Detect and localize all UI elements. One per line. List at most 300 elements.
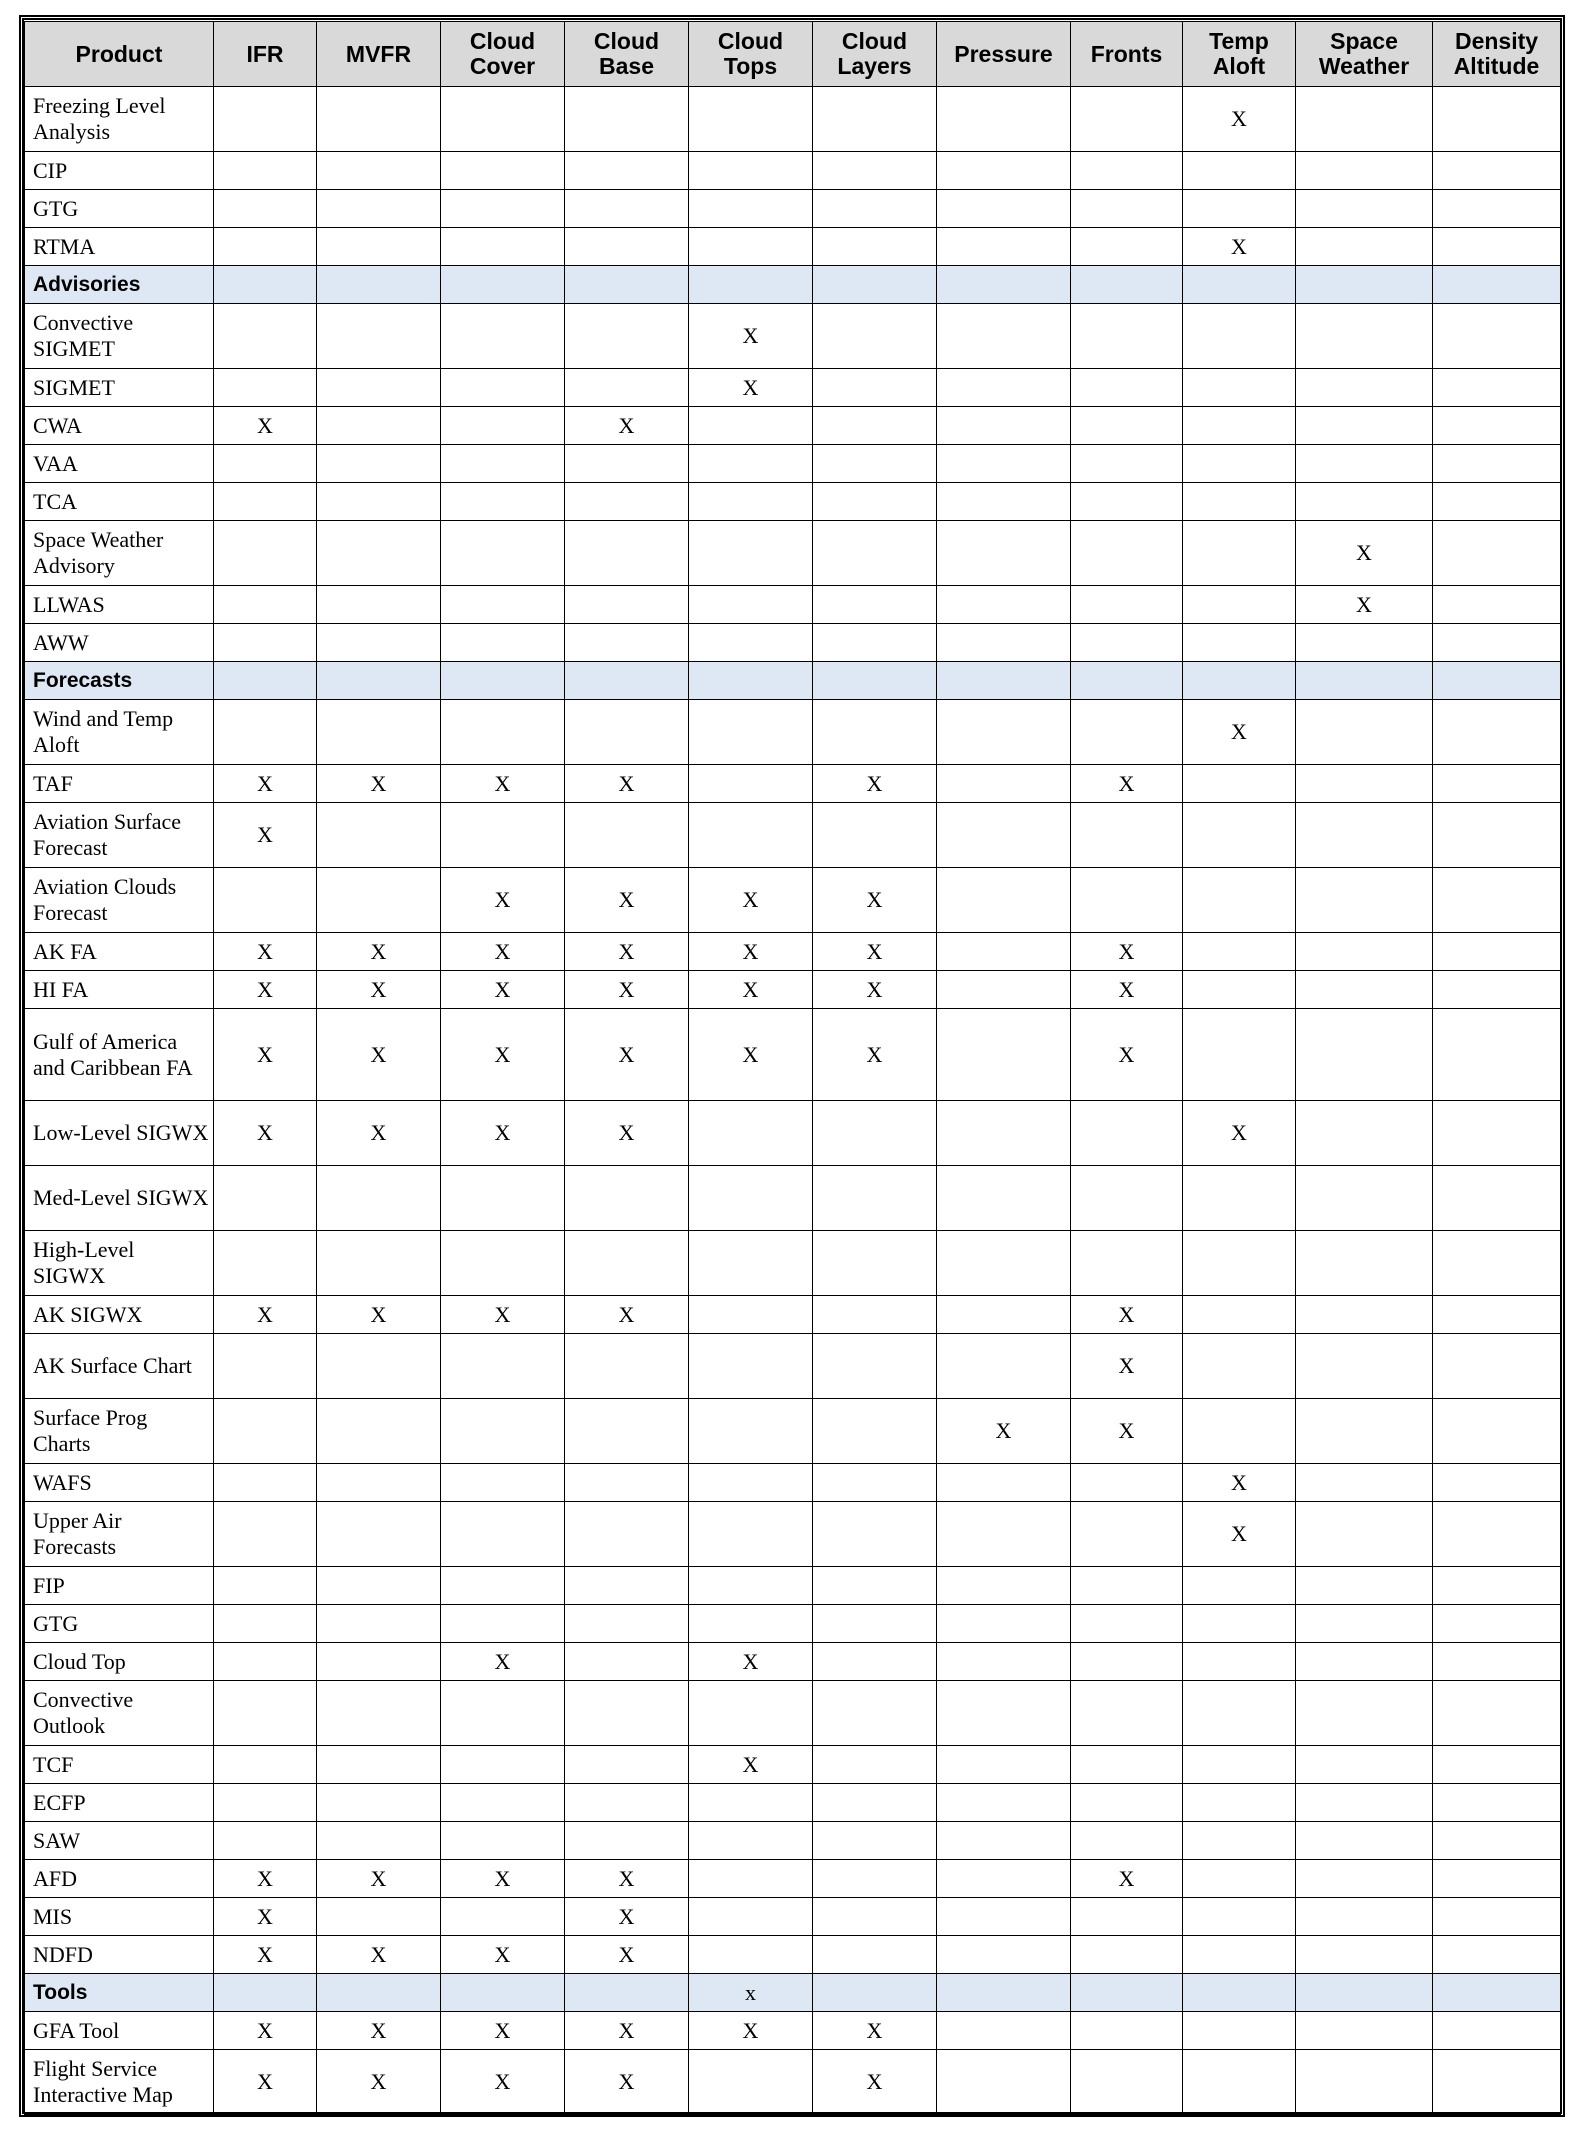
- table-row: [25, 1784, 1561, 1822]
- matrix-cell: [214, 1567, 317, 1605]
- matrix-cell: [565, 1567, 689, 1605]
- matrix-cell: [317, 1974, 441, 2012]
- matrix-cell: [441, 1822, 565, 1860]
- matrix-cell: [937, 1784, 1071, 1822]
- matrix-cell: [565, 1784, 689, 1822]
- matrix-cell: [214, 1464, 317, 1502]
- matrix-cell: [937, 190, 1071, 228]
- matrix-cell: X: [565, 971, 689, 1009]
- matrix-cell: [813, 1231, 937, 1296]
- matrix-cell: [1183, 152, 1296, 190]
- matrix-cell: [1433, 521, 1561, 586]
- matrix-cell: [441, 152, 565, 190]
- matrix-cell: [1433, 407, 1561, 445]
- column-header: Product: [25, 22, 214, 87]
- table-row: [25, 1898, 1561, 1936]
- matrix-cell: X: [317, 1296, 441, 1334]
- product-name: LLWAS: [25, 586, 214, 624]
- matrix-cell: [1296, 87, 1433, 152]
- matrix-cell: [1183, 586, 1296, 624]
- matrix-cell: [1296, 700, 1433, 765]
- product-name: GFA Tool: [25, 2012, 214, 2050]
- matrix-cell: [565, 624, 689, 662]
- matrix-cell: [1071, 1464, 1183, 1502]
- matrix-cell: X: [214, 1860, 317, 1898]
- matrix-cell: [813, 624, 937, 662]
- matrix-cell: [1071, 803, 1183, 868]
- table-row: [25, 803, 1561, 868]
- matrix-cell: [813, 1101, 937, 1166]
- matrix-cell: [565, 1681, 689, 1746]
- matrix-cell: [214, 190, 317, 228]
- matrix-cell: [813, 1464, 937, 1502]
- matrix-cell: [317, 521, 441, 586]
- matrix-cell: [441, 87, 565, 152]
- matrix-cell: [565, 586, 689, 624]
- matrix-cell: [317, 1643, 441, 1681]
- matrix-cell: [1183, 1746, 1296, 1784]
- table-row: [25, 152, 1561, 190]
- matrix-cell: X: [565, 2012, 689, 2050]
- matrix-cell: [1183, 1166, 1296, 1231]
- matrix-cell: [689, 765, 813, 803]
- matrix-cell: X: [1071, 971, 1183, 1009]
- matrix-cell: [317, 1681, 441, 1746]
- matrix-cell: [1433, 152, 1561, 190]
- table-row: [25, 445, 1561, 483]
- matrix-cell: X: [689, 1009, 813, 1101]
- table-row: [25, 1009, 1561, 1101]
- matrix-cell: [317, 266, 441, 304]
- matrix-cell: X: [1071, 1296, 1183, 1334]
- matrix-cell: [1296, 2012, 1433, 2050]
- product-name: Flight Service Interactive Map: [25, 2050, 214, 2115]
- product-name: High-Level SIGWX: [25, 1231, 214, 1296]
- matrix-cell: [1296, 1101, 1433, 1166]
- matrix-cell: [1296, 304, 1433, 369]
- table-row: [25, 369, 1561, 407]
- matrix-cell: [317, 152, 441, 190]
- matrix-cell: X: [689, 933, 813, 971]
- matrix-cell: [689, 1898, 813, 1936]
- matrix-cell: [1296, 933, 1433, 971]
- product-name: Aviation Clouds Forecast: [25, 868, 214, 933]
- matrix-cell: [1433, 190, 1561, 228]
- matrix-cell: X: [214, 1936, 317, 1974]
- matrix-cell: [214, 1974, 317, 2012]
- matrix-cell: [937, 1681, 1071, 1746]
- matrix-cell: [1433, 2012, 1561, 2050]
- matrix-cell: [214, 1231, 317, 1296]
- matrix-cell: [214, 521, 317, 586]
- matrix-cell: [1071, 1974, 1183, 2012]
- matrix-cell: X: [1071, 765, 1183, 803]
- table-row: [25, 1746, 1561, 1784]
- matrix-cell: [1071, 624, 1183, 662]
- matrix-cell: [937, 765, 1071, 803]
- matrix-cell: X: [1296, 586, 1433, 624]
- matrix-cell: [689, 1936, 813, 1974]
- matrix-cell: X: [813, 1009, 937, 1101]
- matrix-cell: X: [813, 868, 937, 933]
- matrix-cell: [214, 1166, 317, 1231]
- matrix-cell: [214, 868, 317, 933]
- matrix-cell: [317, 1464, 441, 1502]
- matrix-cell: [689, 586, 813, 624]
- matrix-cell: [317, 483, 441, 521]
- matrix-cell: X: [317, 2050, 441, 2115]
- matrix-cell: [1071, 1784, 1183, 1822]
- matrix-cell: [1183, 1898, 1296, 1936]
- matrix-cell: [1296, 1898, 1433, 1936]
- matrix-cell: [1296, 1746, 1433, 1784]
- matrix-cell: [813, 1605, 937, 1643]
- matrix-cell: [689, 1334, 813, 1399]
- matrix-cell: [214, 266, 317, 304]
- product-name: Low-Level SIGWX: [25, 1101, 214, 1166]
- matrix-cell: [1433, 304, 1561, 369]
- matrix-cell: [1071, 1231, 1183, 1296]
- matrix-cell: [937, 369, 1071, 407]
- section-header-row: [25, 1974, 1561, 2012]
- matrix-cell: [813, 369, 937, 407]
- matrix-cell: [317, 190, 441, 228]
- product-name: AK FA: [25, 933, 214, 971]
- table-row: [25, 521, 1561, 586]
- product-name: FIP: [25, 1567, 214, 1605]
- matrix-cell: [1183, 407, 1296, 445]
- matrix-cell: X: [214, 407, 317, 445]
- matrix-cell: [813, 407, 937, 445]
- matrix-cell: [937, 1974, 1071, 2012]
- table-row: [25, 1101, 1561, 1166]
- table-row: [25, 1166, 1561, 1231]
- column-header: Space Weather: [1296, 22, 1433, 87]
- table-row: [25, 700, 1561, 765]
- matrix-cell: [813, 87, 937, 152]
- matrix-cell: X: [214, 1296, 317, 1334]
- matrix-cell: [565, 1464, 689, 1502]
- column-header: Temp Aloft: [1183, 22, 1296, 87]
- table-row: [25, 190, 1561, 228]
- product-name: Gulf of America and Caribbean FA: [25, 1009, 214, 1101]
- matrix-cell: [813, 228, 937, 266]
- matrix-cell: [689, 1784, 813, 1822]
- matrix-cell: [441, 228, 565, 266]
- matrix-cell: X: [214, 2050, 317, 2115]
- matrix-cell: X: [565, 1009, 689, 1101]
- matrix-cell: [689, 1296, 813, 1334]
- matrix-cell: [689, 407, 813, 445]
- matrix-cell: [317, 803, 441, 868]
- matrix-cell: [441, 521, 565, 586]
- matrix-cell: [1433, 1231, 1561, 1296]
- matrix-cell: [1433, 1502, 1561, 1567]
- matrix-cell: [1071, 1746, 1183, 1784]
- matrix-cell: [317, 1334, 441, 1399]
- matrix-cell: [937, 1334, 1071, 1399]
- matrix-cell: [214, 624, 317, 662]
- matrix-cell: [1296, 190, 1433, 228]
- matrix-cell: [1433, 266, 1561, 304]
- matrix-cell: [565, 1974, 689, 2012]
- matrix-cell: [1183, 1231, 1296, 1296]
- column-header: Cloud Tops: [689, 22, 813, 87]
- matrix-cell: [1433, 369, 1561, 407]
- column-header: Pressure: [937, 22, 1071, 87]
- matrix-cell: [1071, 2012, 1183, 2050]
- matrix-cell: [1183, 445, 1296, 483]
- matrix-cell: [1296, 266, 1433, 304]
- section-header-row: [25, 662, 1561, 700]
- matrix-cell: X: [214, 765, 317, 803]
- product-name: TAF: [25, 765, 214, 803]
- matrix-cell: [565, 445, 689, 483]
- matrix-cell: [937, 483, 1071, 521]
- matrix-cell: [937, 1860, 1071, 1898]
- matrix-cell: [1433, 1822, 1561, 1860]
- matrix-cell: [1071, 586, 1183, 624]
- matrix-cell: X: [214, 2012, 317, 2050]
- matrix-cell: X: [1183, 700, 1296, 765]
- matrix-cell: X: [317, 933, 441, 971]
- matrix-cell: [689, 624, 813, 662]
- matrix-cell: [1296, 483, 1433, 521]
- product-name: CIP: [25, 152, 214, 190]
- matrix-cell: [317, 1567, 441, 1605]
- table-row: [25, 624, 1561, 662]
- matrix-cell: [689, 1166, 813, 1231]
- product-name: Convective SIGMET: [25, 304, 214, 369]
- matrix-cell: [214, 304, 317, 369]
- matrix-cell: [1296, 868, 1433, 933]
- matrix-cell: [1296, 369, 1433, 407]
- matrix-cell: [1183, 662, 1296, 700]
- matrix-cell: X: [441, 1643, 565, 1681]
- product-name: AK Surface Chart: [25, 1334, 214, 1399]
- matrix-cell: [689, 1860, 813, 1898]
- matrix-cell: [214, 228, 317, 266]
- matrix-cell: [813, 1334, 937, 1399]
- matrix-cell: [1296, 445, 1433, 483]
- matrix-cell: X: [317, 2012, 441, 2050]
- matrix-cell: [441, 624, 565, 662]
- matrix-cell: [565, 521, 689, 586]
- matrix-cell: [937, 2050, 1071, 2115]
- table-row: [25, 765, 1561, 803]
- section-label: Advisories: [25, 266, 214, 304]
- header-row: [25, 22, 1561, 87]
- matrix-cell: [317, 586, 441, 624]
- matrix-cell: [689, 662, 813, 700]
- matrix-cell: X: [214, 933, 317, 971]
- matrix-cell: [689, 483, 813, 521]
- matrix-cell: [1433, 700, 1561, 765]
- matrix-cell: [441, 483, 565, 521]
- matrix-cell: [1433, 933, 1561, 971]
- matrix-cell: [1433, 868, 1561, 933]
- product-name: AK SIGWX: [25, 1296, 214, 1334]
- matrix-cell: [565, 1399, 689, 1464]
- matrix-cell: X: [441, 933, 565, 971]
- table-row: [25, 1567, 1561, 1605]
- product-name: MIS: [25, 1898, 214, 1936]
- matrix-cell: [214, 700, 317, 765]
- matrix-cell: [565, 1643, 689, 1681]
- matrix-cell: X: [813, 765, 937, 803]
- table-row: [25, 228, 1561, 266]
- matrix-cell: [937, 1822, 1071, 1860]
- matrix-cell: [565, 304, 689, 369]
- matrix-cell: X: [441, 1101, 565, 1166]
- matrix-cell: [1296, 971, 1433, 1009]
- matrix-cell: [1183, 803, 1296, 868]
- matrix-cell: [1433, 228, 1561, 266]
- matrix-cell: [214, 662, 317, 700]
- matrix-cell: [1071, 369, 1183, 407]
- matrix-cell: [937, 1231, 1071, 1296]
- matrix-cell: X: [214, 1101, 317, 1166]
- matrix-cell: [813, 1399, 937, 1464]
- matrix-cell: [317, 700, 441, 765]
- matrix-cell: [1433, 971, 1561, 1009]
- matrix-cell: [317, 228, 441, 266]
- matrix-cell: [1183, 1784, 1296, 1822]
- matrix-cell: [1296, 765, 1433, 803]
- matrix-cell: [813, 1936, 937, 1974]
- matrix-cell: [1183, 868, 1296, 933]
- matrix-cell: [689, 190, 813, 228]
- matrix-cell: [1433, 1296, 1561, 1334]
- matrix-cell: X: [317, 765, 441, 803]
- matrix-cell: [689, 266, 813, 304]
- matrix-cell: [1183, 1681, 1296, 1746]
- table-row: [25, 1334, 1561, 1399]
- matrix-cell: X: [317, 971, 441, 1009]
- table-row: [25, 868, 1561, 933]
- column-header: Fronts: [1071, 22, 1183, 87]
- matrix-cell: X: [317, 1860, 441, 1898]
- matrix-cell: [1183, 521, 1296, 586]
- matrix-cell: [937, 1936, 1071, 1974]
- matrix-cell: [1433, 662, 1561, 700]
- matrix-cell: [1296, 1784, 1433, 1822]
- matrix-cell: [214, 1605, 317, 1643]
- matrix-cell: [1071, 304, 1183, 369]
- matrix-cell: [937, 228, 1071, 266]
- product-name: Med-Level SIGWX: [25, 1166, 214, 1231]
- matrix-cell: [937, 266, 1071, 304]
- table-row: [25, 1643, 1561, 1681]
- matrix-cell: [1071, 521, 1183, 586]
- matrix-cell: X: [937, 1399, 1071, 1464]
- matrix-cell: [1433, 1746, 1561, 1784]
- matrix-cell: [937, 304, 1071, 369]
- matrix-cell: [565, 266, 689, 304]
- matrix-cell: X: [441, 1296, 565, 1334]
- matrix-cell: [813, 1746, 937, 1784]
- matrix-cell: [1296, 1567, 1433, 1605]
- matrix-cell: [1183, 1399, 1296, 1464]
- matrix-cell: [1183, 1009, 1296, 1101]
- section-header-row: [25, 266, 1561, 304]
- matrix-cell: [1183, 1822, 1296, 1860]
- matrix-cell: [937, 1643, 1071, 1681]
- matrix-cell: [214, 483, 317, 521]
- table-row: [25, 1681, 1561, 1746]
- matrix-cell: [689, 1681, 813, 1746]
- matrix-cell: [1183, 2050, 1296, 2115]
- table-row: [25, 483, 1561, 521]
- matrix-cell: X: [1183, 228, 1296, 266]
- matrix-cell: [1071, 87, 1183, 152]
- matrix-cell: X: [1071, 933, 1183, 971]
- matrix-cell: [1296, 1974, 1433, 2012]
- section-label: Tools: [25, 1974, 214, 2012]
- product-name: Convective Outlook: [25, 1681, 214, 1746]
- matrix-cell: [1071, 868, 1183, 933]
- matrix-cell: X: [565, 868, 689, 933]
- matrix-cell: [317, 1784, 441, 1822]
- matrix-cell: [1183, 1974, 1296, 2012]
- matrix-cell: X: [689, 868, 813, 933]
- matrix-cell: [441, 1502, 565, 1567]
- matrix-cell: [1183, 1567, 1296, 1605]
- matrix-cell: [214, 1681, 317, 1746]
- product-name: Aviation Surface Forecast: [25, 803, 214, 868]
- matrix-cell: [813, 1860, 937, 1898]
- matrix-cell: [1433, 1166, 1561, 1231]
- matrix-cell: X: [441, 868, 565, 933]
- matrix-cell: X: [813, 2012, 937, 2050]
- matrix-cell: [565, 483, 689, 521]
- matrix-cell: [1433, 765, 1561, 803]
- matrix-cell: [937, 152, 1071, 190]
- matrix-cell: X: [565, 2050, 689, 2115]
- column-header: Cloud Layers: [813, 22, 937, 87]
- matrix-cell: [441, 1567, 565, 1605]
- matrix-cell: [1183, 304, 1296, 369]
- matrix-cell: [689, 1567, 813, 1605]
- matrix-cell: [813, 1166, 937, 1231]
- column-header: Cloud Cover: [441, 22, 565, 87]
- matrix-cell: [1296, 1860, 1433, 1898]
- matrix-cell: [1433, 1399, 1561, 1464]
- matrix-cell: [1433, 2050, 1561, 2115]
- matrix-cell: [1433, 1101, 1561, 1166]
- table-row: [25, 1502, 1561, 1567]
- product-name: RTMA: [25, 228, 214, 266]
- matrix-cell: [317, 1605, 441, 1643]
- matrix-cell: [937, 1605, 1071, 1643]
- matrix-cell: [565, 1166, 689, 1231]
- product-name: Surface Prog Charts: [25, 1399, 214, 1464]
- matrix-cell: [1071, 1822, 1183, 1860]
- matrix-cell: X: [441, 2012, 565, 2050]
- matrix-cell: [1071, 1101, 1183, 1166]
- matrix-cell: [1071, 1681, 1183, 1746]
- product-weather-matrix: [24, 21, 1561, 2115]
- matrix-cell: [937, 1746, 1071, 1784]
- product-name: TCA: [25, 483, 214, 521]
- matrix-cell: [813, 1567, 937, 1605]
- product-name: Upper Air Forecasts: [25, 1502, 214, 1567]
- matrix-cell: [937, 2012, 1071, 2050]
- matrix-cell: [1296, 662, 1433, 700]
- matrix-cell: [689, 700, 813, 765]
- matrix-cell: [1433, 1898, 1561, 1936]
- product-name: NDFD: [25, 1936, 214, 1974]
